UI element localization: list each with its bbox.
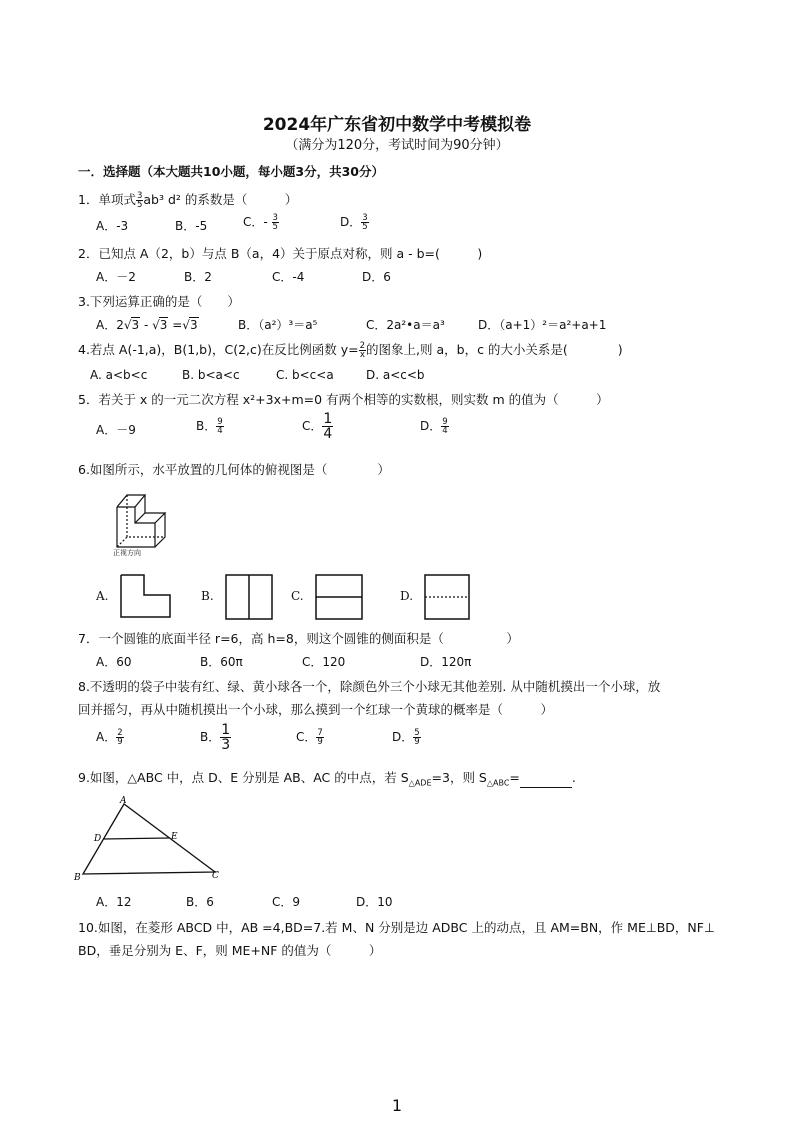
q1-option-d: D． $\frac{3}{5}$ bbox=[340, 212, 368, 232]
q3-option-b: B．（a²）³＝a⁵ bbox=[238, 318, 318, 332]
page-title: 2024年广东省初中数学中考模拟卷 bbox=[262, 115, 532, 135]
q5-option-b: B． $\frac{9}{4}$ bbox=[196, 416, 223, 436]
q3-option-d: D．（a+1）²＝a²+a+1 bbox=[478, 318, 607, 332]
question-7: 7．一个圆锥的底面半径 r=6，高 h=8，则这个圆锥的侧面积是（ ） bbox=[78, 631, 519, 646]
q6-option-c-label: C. bbox=[291, 589, 304, 603]
q8-option-b: B． $\frac{1}{3}$ bbox=[200, 722, 231, 753]
q6-view-direction-label: 正视方向 bbox=[113, 549, 141, 557]
q6-option-d-shape bbox=[424, 574, 470, 620]
question-2: 2．已知点 A（2，b）与点 B（a，4）关于原点对称，则 a - b=( ) bbox=[78, 246, 483, 261]
q5-option-c: C． $\frac{1}{4}$ bbox=[302, 411, 333, 442]
question-4: 4.若点 A(-1,a)，B(1,b)，C(2,c)在反比例函数 y= $\frac{2}{x}$ 的图象上,则 a，b，c 的大小关系是( ) bbox=[78, 340, 623, 360]
question-8-line1: 8.不透明的袋子中装有红、绿、黄小球各一个，除颜色外三个小球无其他差别. 从中随机摸出一个小球，放 bbox=[78, 679, 661, 694]
q6-option-b-label: B. bbox=[201, 589, 214, 603]
q8-option-c: C． $\frac{7}{9}$ bbox=[296, 727, 323, 747]
q2-option-a: A．－2 bbox=[96, 270, 136, 284]
q1-prefix: 1．单项式 bbox=[78, 192, 136, 207]
q1-suffix: ab³ d² 的系数是（ ） bbox=[143, 192, 298, 207]
page-subtitle: （满分为120分，考试时间为90分钟） bbox=[285, 138, 509, 153]
q7-option-c: C．120 bbox=[302, 655, 346, 669]
q5-option-d: D． $\frac{9}{4}$ bbox=[420, 416, 448, 436]
q2-option-d: D．6 bbox=[362, 270, 391, 284]
q1-option-c: C．- $\frac{3}{5}$ bbox=[243, 212, 278, 232]
q9-option-d: D．10 bbox=[356, 895, 393, 909]
question-9: 9.如图，△ABC 中，点 D、E 分别是 AB、AC 的中点，若 $S_{\triangle ADE}=3$，则 $S_{\triangle ABC}=$ . bbox=[78, 770, 576, 788]
q8-option-a: A． $\frac{2}{9}$ bbox=[96, 727, 123, 747]
q6-solid-figure bbox=[105, 485, 185, 557]
q2-option-b: B．2 bbox=[184, 270, 212, 284]
q6-option-a-label: A. bbox=[96, 589, 109, 603]
vertex-a-label: A bbox=[120, 796, 127, 806]
question-1 bbox=[78, 190, 297, 210]
question-10-line1: 10.如图，在菱形 ABCD 中，AB =4,BD=7.若 M、N 分别是边 ADBC 上的动点，且 AM=BN，作 ME⊥BD，NF⊥ bbox=[78, 920, 715, 935]
q4-fraction: $\frac{2}{x}$ bbox=[359, 340, 366, 360]
question-10-line2: BD，垂足分别为 E、F，则 ME+NF 的值为（ ） bbox=[78, 943, 382, 958]
q4-option-d: D. a<c<b bbox=[366, 368, 425, 382]
q3-option-c: C．2a²•a＝a³ bbox=[366, 318, 445, 332]
page-number: 1 bbox=[391, 1096, 403, 1115]
q6-option-a-shape bbox=[120, 574, 172, 618]
q8-option-d: D． $\frac{5}{9}$ bbox=[392, 727, 420, 747]
q4-option-b: B. b<a<c bbox=[182, 368, 240, 382]
q1-option-b: B．-5 bbox=[175, 219, 208, 233]
q7-option-b: B．60π bbox=[200, 655, 243, 669]
vertex-c-label: C bbox=[212, 871, 219, 881]
question-8-line2: 回并摇匀，再从中随机摸出一个小球，那么摸到一个红球一个黄球的概率是（ ） bbox=[78, 702, 554, 717]
q1-fraction: $\frac{3}{5}$ bbox=[136, 190, 143, 210]
q5-option-a: A．－9 bbox=[96, 423, 136, 437]
q9-option-c: C．9 bbox=[272, 895, 301, 909]
q9-option-a: A．12 bbox=[96, 895, 132, 909]
q9-option-b: B．6 bbox=[186, 895, 214, 909]
q4-option-c: C. b<c<a bbox=[276, 368, 334, 382]
question-3: 3.下列运算正确的是（ ） bbox=[78, 294, 240, 309]
q4-option-a: A. a<b<c bbox=[90, 368, 148, 382]
vertex-b-label: B bbox=[74, 873, 81, 883]
vertex-e-label: E bbox=[171, 832, 178, 842]
vertex-d-label: D bbox=[94, 834, 102, 844]
q6-option-b-shape bbox=[225, 574, 273, 620]
q7-option-d: D．120π bbox=[420, 655, 472, 669]
question-6: 6.如图所示，水平放置的几何体的俯视图是（ ） bbox=[78, 462, 390, 477]
q6-option-c-shape bbox=[315, 574, 363, 620]
q9-triangle-figure bbox=[72, 794, 222, 884]
q3-option-a: A．2√3 - √3 =√3 bbox=[96, 318, 198, 332]
q7-option-a: A．60 bbox=[96, 655, 132, 669]
q6-option-d-label: D. bbox=[400, 589, 414, 603]
section-heading: 一．选择题（本大题共10小题，每小题3分，共30分） bbox=[78, 164, 384, 179]
question-5: 5．若关于 x 的一元二次方程 x²+3x+m=0 有两个相等的实数根，则实数 m 的值为（ ） bbox=[78, 392, 609, 407]
q9-answer-blank[interactable] bbox=[520, 775, 572, 788]
q1-option-a: A．-3 bbox=[96, 219, 129, 233]
q2-option-c: C．-4 bbox=[272, 270, 305, 284]
